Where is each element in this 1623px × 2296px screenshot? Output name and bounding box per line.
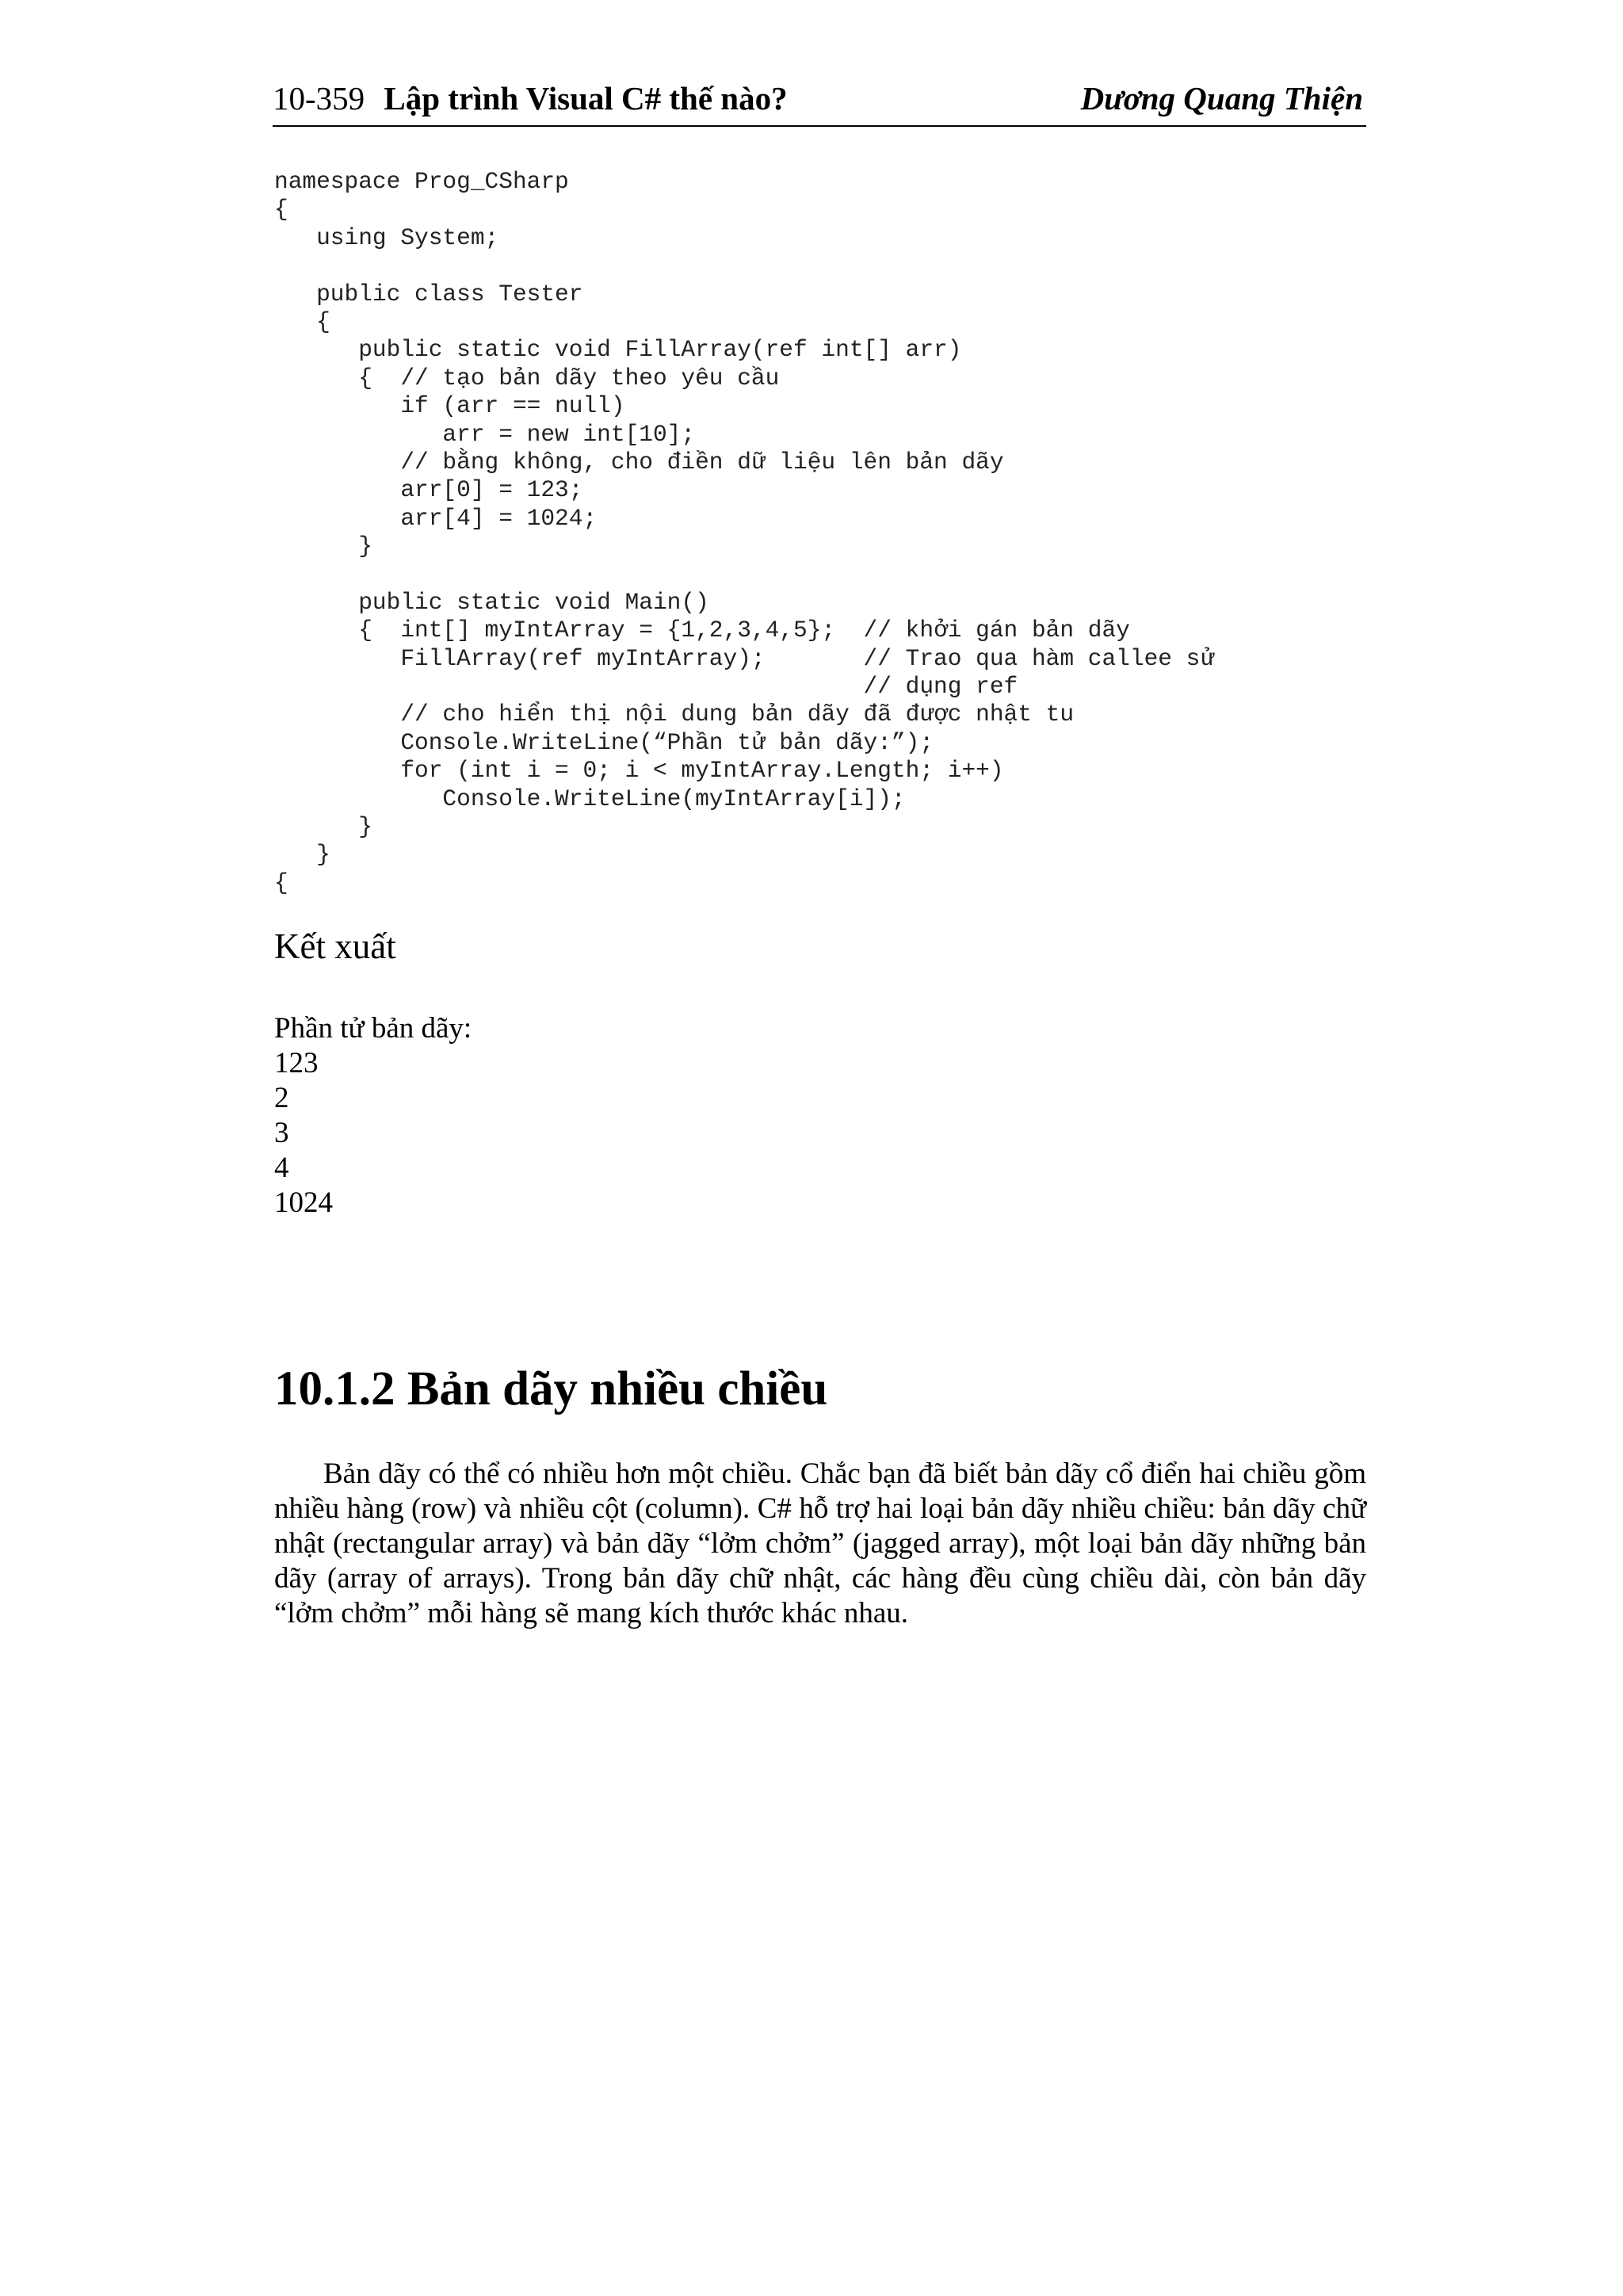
header-left	[273, 79, 788, 117]
code-line: {	[274, 308, 330, 335]
body-paragraph: Bản dãy có thể có nhiều hơn một chiều. Chắc bạn đã biết bản dãy cổ điển hai chiều gồm nhiều hàng (row) và nhiều cột (column). C# hỗ trợ hai loại bản dãy nhiều chiều: bản dãy chữ nhật (rectangular array) và bản dãy “lởm chởm” (jagged array), một loại bản dãy những bản dãy (array of arrays). Trong bản dãy chữ nhật, các hàng đều cùng chiều dài, còn bản dãy “lởm chởm” mỗi hàng sẽ mang kích thước khác nhau.	[274, 1457, 1366, 1629]
code-line	[274, 560, 1214, 588]
code-line: {	[274, 196, 288, 223]
code-line: arr[0] = 123;	[274, 476, 583, 504]
code-line: }	[274, 841, 330, 869]
code-line: }	[274, 533, 372, 560]
code-line: // dụng ref	[274, 673, 1018, 701]
code-line: Console.WriteLine(myIntArray[i]);	[274, 785, 906, 812]
output-line: Phần tử bản dãy:	[274, 1012, 472, 1045]
code-line	[274, 252, 1214, 280]
code-line: public static void Main()	[274, 588, 709, 616]
output-line: 1024	[274, 1186, 333, 1219]
code-line: public class Tester	[274, 280, 583, 308]
output-line: 4	[274, 1152, 289, 1184]
code-line: }	[274, 812, 372, 840]
code-line: // cho hiển thị nội dung bản dãy đã được nhật tu	[274, 701, 1075, 728]
code-line: arr = new int[10];	[274, 420, 696, 448]
code-line: using System;	[274, 223, 499, 251]
output-heading: Kết xuất	[274, 926, 396, 966]
code-line: Console.WriteLine(“Phần tử bản dãy:”);	[274, 728, 934, 756]
code-line: namespace Prog_CSharp	[274, 168, 569, 195]
program-output	[274, 1011, 472, 1221]
code-line: { // tạo bản dãy theo yêu cầu	[274, 364, 780, 392]
author-name: Dương Quang Thiện	[1080, 80, 1363, 117]
code-line: for (int i = 0; i < myIntArray.Length; i++)	[274, 757, 1004, 785]
code-line: if (arr == null)	[274, 392, 625, 420]
output-line: 3	[274, 1117, 289, 1149]
page-number: 10-359	[273, 80, 365, 117]
code-line: arr[4] = 1024;	[274, 504, 598, 532]
code-line: {	[274, 869, 288, 896]
page-header	[273, 78, 1366, 127]
code-line: FillArray(ref myIntArray); // Trao qua hàm callee sử	[274, 644, 1215, 672]
code-line: // bằng không, cho điền dữ liệu lên bản dãy	[274, 448, 1004, 476]
output-line: 123	[274, 1047, 319, 1079]
book-title: Lập trình Visual C# thế nào?	[384, 80, 788, 117]
output-line: 2	[274, 1082, 289, 1114]
code-line: { int[] myIntArray = {1,2,3,4,5}; // khởi gán bản dãy	[274, 617, 1130, 644]
code-listing	[274, 168, 1214, 897]
code-line: public static void FillArray(ref int[] arr)	[274, 336, 962, 364]
section-heading: 10.1.2 Bản dãy nhiều chiều	[274, 1362, 828, 1415]
